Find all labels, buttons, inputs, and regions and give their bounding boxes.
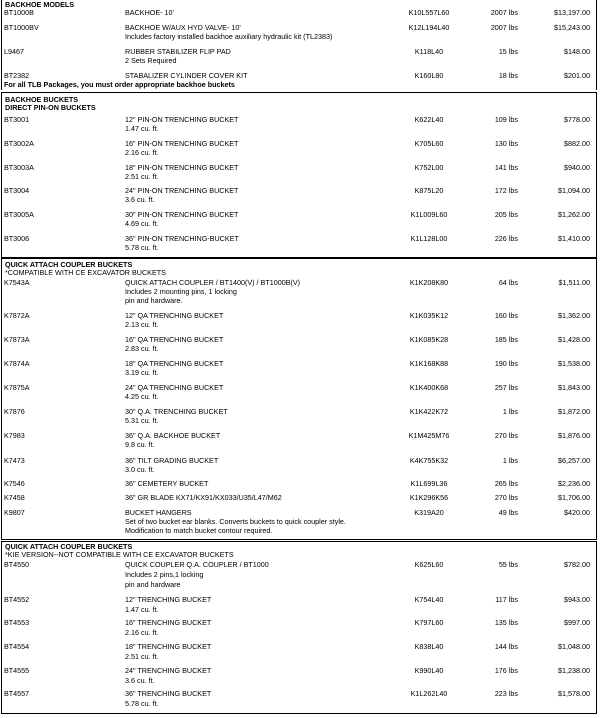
description-detail: 2.13 cu. ft. [125,320,159,329]
description: 18" QA TRENCHING BUCKET [125,359,224,368]
weight: 55 lbs [498,560,518,569]
description-detail: 3.19 cu. ft. [125,368,159,377]
part-number: BT3006 [4,234,30,243]
price: $1,410.00 [558,234,590,243]
description-detail: 5.78 cu. ft. [125,699,159,708]
weight: 2007 lbs [490,23,518,32]
weight: 205 lbs [494,210,518,219]
description: 24" QA TRENCHING BUCKET [125,383,224,392]
price: $943.00 [564,595,590,604]
description: 12" TRENCHING BUCKET [125,595,212,604]
section-title: QUICK ATTACH COUPLER BUCKETS [5,260,133,269]
part-number: BT4553 [4,618,30,627]
item-code: K1K085K28 [409,335,449,344]
price: $6,257.00 [558,456,590,465]
item-code: K1K035K12 [409,311,449,320]
part-number: K7873A [4,335,30,344]
description: BUCKET HANGERS [125,508,192,517]
description-detail: 9.8 cu. ft. [125,440,155,449]
price: $940.00 [564,163,590,172]
description: 18" PIN-ON TRENCHING BUCKET [125,163,239,172]
weight: 130 lbs [494,139,518,148]
price: $13,197.00 [554,8,590,17]
price: $1,362.00 [558,311,590,320]
description: BACKHOE- 10' [125,8,174,17]
description-detail: 4.25 cu. ft. [125,392,159,401]
part-number: BT4555 [4,666,30,675]
part-number: K9807 [4,508,25,517]
item-code: K754L40 [414,595,444,604]
description: QUICK COUPLER Q.A. COUPLER / BT1000 [125,560,269,569]
item-code: K1L262L40 [410,689,448,698]
description-detail: Includes factory installed backhoe auxiliary hydraulic kit (TL2383) [125,32,333,41]
description-detail: Set of two bucket ear blanks. Converts buckets to quick coupler style. [125,517,346,526]
description: RUBBER STABILIZER FLIP PAD [125,47,231,56]
item-code: K797L60 [414,618,444,627]
description-detail: Includes 2 pins,1 locking [125,570,204,579]
item-code: K160L80 [414,71,444,80]
item-code: K1K208K80 [409,278,449,287]
part-number: K7983 [4,431,25,440]
part-number: BT3005A [4,210,34,219]
weight: 49 lbs [498,508,518,517]
weight: 223 lbs [494,689,518,698]
part-number: BT4552 [4,595,30,604]
weight: 270 lbs [494,493,518,502]
item-code: K10L557L60 [408,8,450,17]
price: $1,843.00 [558,383,590,392]
part-number: L9467 [4,47,24,56]
item-code: K990L40 [414,666,444,675]
part-number: K7876 [4,407,25,416]
item-code: K319A20 [414,508,444,517]
description: 36" TRENCHING BUCKET [125,689,212,698]
item-code: K625L60 [414,560,444,569]
weight: 176 lbs [494,666,518,675]
price: $1,428.00 [558,335,590,344]
part-number: K7872A [4,311,30,320]
part-number: K7875A [4,383,30,392]
description: STABALIZER CYLINDER COVER KIT [125,71,248,80]
weight: 265 lbs [494,479,518,488]
description: 36" TILT GRADING BUCKET [125,456,219,465]
item-code: K4K755K32 [409,456,449,465]
price: $1,511.00 [558,278,590,287]
weight: 64 lbs [498,278,518,287]
description: 24" TRENCHING BUCKET [125,666,212,675]
price: $997.00 [564,618,590,627]
description-detail: 2 Sets Required [125,56,177,65]
item-code: K1K296K56 [409,493,449,502]
price: $778.00 [564,115,590,124]
description-detail: pin and hardware. [125,296,183,305]
weight: 15 lbs [498,47,518,56]
section-subtitle: *KIE VERSION--NOT COMPATIBLE WITH CE EXCAVATOR BUCKETS [5,550,234,559]
description-detail: 2.51 cu. ft. [125,172,159,181]
description: 36" GR BLADE KX71/KX91/KX033/U35/L47/M62 [125,493,282,502]
section-title: QUICK ATTACH COUPLER BUCKETS [5,542,133,551]
description: 12" QA TRENCHING BUCKET [125,311,224,320]
description: 36" PIN-ON TRENCHING-BUCKET [125,234,239,243]
description: 36" Q.A. BACKHOE BUCKET [125,431,221,440]
part-number: BT2382 [4,71,30,80]
description: 30" Q.A. TRENCHING BUCKET [125,407,228,416]
item-code: K1K168K88 [409,359,449,368]
description-detail: 5.31 cu. ft. [125,416,159,425]
price: $1,538.00 [558,359,590,368]
weight: 270 lbs [494,431,518,440]
description-detail: 4.69 cu. ft. [125,219,159,228]
description-detail: Includes 2 mounting pins, 1 locking [125,287,237,296]
section-subtitle: DIRECT PIN-ON BUCKETS [5,103,96,112]
item-code: K118L40 [414,47,444,56]
description-detail: 1.47 cu. ft. [125,605,159,614]
part-number: K7458 [4,493,25,502]
weight: 144 lbs [494,642,518,651]
price: $15,243.00 [554,23,590,32]
item-code: K12L194L40 [408,23,450,32]
weight: 257 lbs [494,383,518,392]
part-number: BT4557 [4,689,30,698]
part-number: K7473 [4,456,25,465]
item-code: K1M425M76 [408,431,450,440]
item-code: K1K400K68 [409,383,449,392]
price: $2,236.00 [558,479,590,488]
weight: 190 lbs [494,359,518,368]
part-number: BT3003A [4,163,34,172]
description-detail: 2.51 cu. ft. [125,652,159,661]
part-number: BT4550 [4,560,30,569]
section-subtitle: *COMPATIBLE WITH CE EXCAVATOR BUCKETS [5,268,166,277]
item-code: K1L699L36 [410,479,448,488]
weight: 141 lbs [494,163,518,172]
description-detail: 3.6 cu. ft. [125,676,155,685]
description-detail: 2.83 cu. ft. [125,344,159,353]
part-number: K7543A [4,278,30,287]
part-number: BT1000BV [4,23,39,32]
description: BACKHOE W/AUX HYD VALVE- 10' [125,23,241,32]
part-number: K7546 [4,479,25,488]
price: $882.00 [564,139,590,148]
description: 16" PIN-ON TRENCHING BUCKET [125,139,239,148]
part-number: BT1000B [4,8,34,17]
weight: 226 lbs [494,234,518,243]
item-code: K1K422K72 [409,407,449,416]
price: $148.00 [564,47,590,56]
weight: 1 lbs [502,456,518,465]
description-detail: 3.6 cu. ft. [125,195,155,204]
price: $201.00 [564,71,590,80]
description: 24" PIN-ON TRENCHING BUCKET [125,186,239,195]
part-number: BT3004 [4,186,30,195]
description-detail: 5.78 cu. ft. [125,243,159,252]
price: $1,872.00 [558,407,590,416]
price: $1,876.00 [558,431,590,440]
weight: 117 lbs [495,595,518,604]
description-detail: Modification to match bucket contour required. [125,526,273,535]
item-code: K622L40 [414,115,444,124]
section-title: BACKHOE BUCKETS [5,95,79,104]
description: 18" TRENCHING BUCKET [125,642,212,651]
weight: 160 lbs [494,311,518,320]
price: $1,262.00 [558,210,590,219]
price: $1,048.00 [558,642,590,651]
part-number: K7874A [4,359,30,368]
weight: 18 lbs [498,71,518,80]
description: 30" PIN-ON TRENCHING BUCKET [125,210,239,219]
item-code: K838L40 [414,642,444,651]
weight: 109 lbs [494,115,518,124]
price: $1,706.00 [558,493,590,502]
description-detail: 2.16 cu. ft. [125,628,159,637]
price: $1,094.00 [558,186,590,195]
part-number: BT3002A [4,139,34,148]
price: $782.00 [564,560,590,569]
description-detail: pin and hardware [125,580,181,589]
part-number: BT3001 [4,115,30,124]
order-note: For all TLB Packages, you must order appropriate backhoe buckets [4,80,235,89]
weight: 185 lbs [494,335,518,344]
description: QUICK ATTACH COUPLER / BT1400(V) / BT1000B(V) [125,278,301,287]
item-code: K705L60 [414,139,444,148]
section-title: BACKHOE MODELS [5,0,75,9]
price: $420.00 [564,508,590,517]
description-detail: 3.0 cu. ft. [125,465,155,474]
description-detail: 1.47 cu. ft. [125,124,159,133]
item-code: K752L00 [414,163,444,172]
weight: 135 lbs [494,618,518,627]
item-code: K875L20 [414,186,444,195]
description: 16" QA TRENCHING BUCKET [125,335,224,344]
price: $1,238.00 [558,666,590,675]
part-number: BT4554 [4,642,30,651]
price: $1,578.00 [558,689,590,698]
description: 16" TRENCHING BUCKET [125,618,212,627]
weight: 172 lbs [494,186,518,195]
item-code: K1L009L60 [410,210,448,219]
description-detail: 2.16 cu. ft. [125,148,159,157]
weight: 2007 lbs [490,8,518,17]
item-code: K1L128L00 [410,234,448,243]
description: 12" PIN-ON TRENCHING BUCKET [125,115,239,124]
weight: 1 lbs [502,407,518,416]
description: 36" CEMETERY BUCKET [125,479,209,488]
